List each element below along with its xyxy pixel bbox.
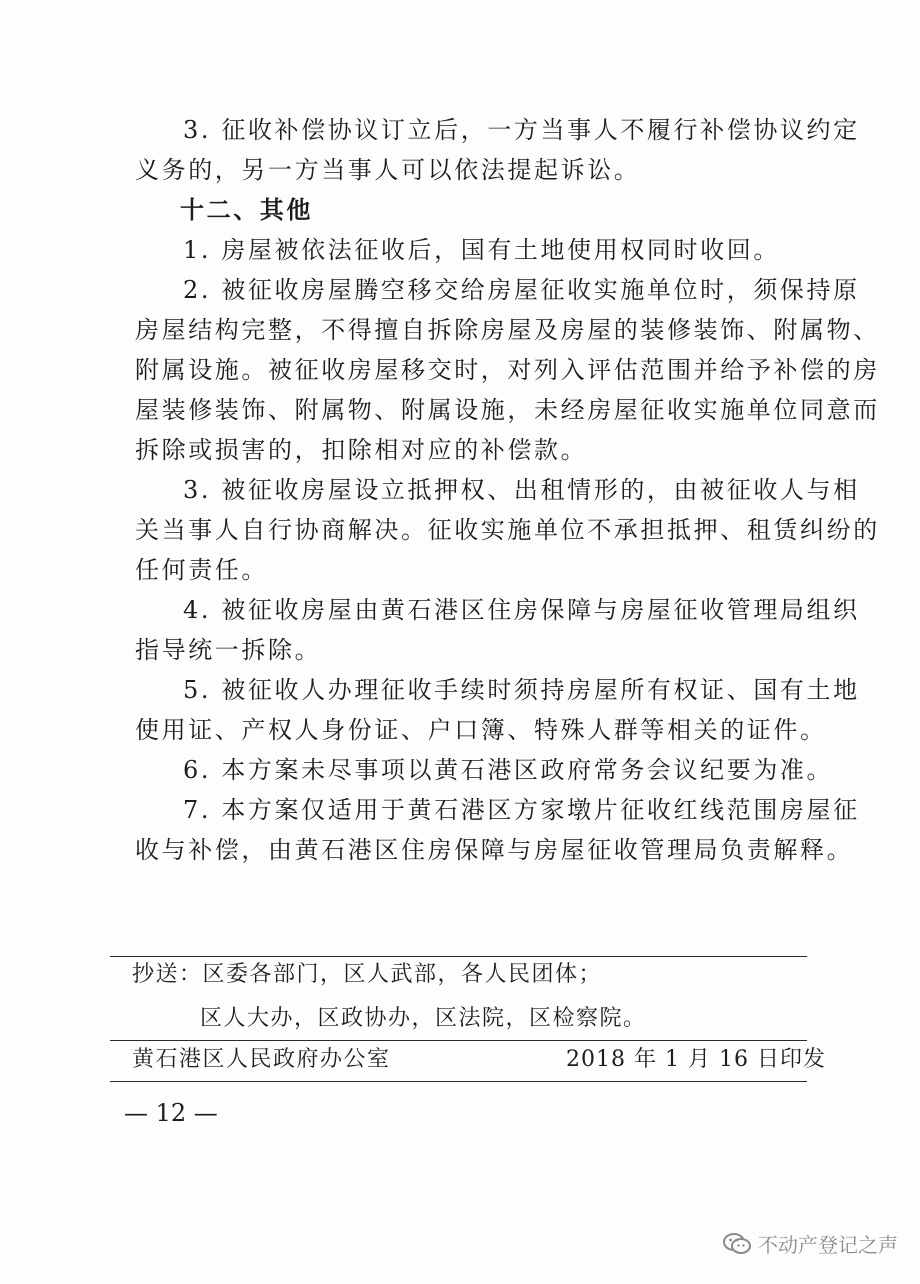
section-heading: 十二、其他 <box>180 196 313 224</box>
cc-line-1: 抄送：区委各部门，区人武部，各人民团体； <box>132 962 603 987</box>
body-line: 屋装修装饰、附属物、附属设施，未经房屋征收实施单位同意而 <box>135 396 880 424</box>
body-line: 4. 被征收房屋由黄石港区住房保障与房屋征收管理局组织 <box>183 596 860 624</box>
page-number: — 12 — <box>124 1099 218 1127</box>
cc-bottom-rule <box>110 1040 807 1041</box>
body-line: 关当事人自行协商解决。征收实施单位不承担抵押、租赁纠纷的 <box>135 516 880 544</box>
watermark-text: 不动产登记之声 <box>758 1233 898 1257</box>
cc-line-2: 区人大办，区政协办，区法院，区检察院。 <box>200 1006 647 1031</box>
body-line: 房屋结构完整，不得擅自拆除房屋及房屋的装修装饰、附属物、 <box>135 316 880 344</box>
body-line: 任何责任。 <box>135 556 268 584</box>
body-line: 收与补偿，由黄石港区住房保障与房屋征收管理局负责解释。 <box>135 836 854 864</box>
body-line: 指导统一拆除。 <box>135 636 322 664</box>
body-line: 6. 本方案未尽事项以黄石港区政府常务会议纪要为准。 <box>183 756 834 784</box>
body-line: 3. 被征收房屋设立抵押权、出租情形的，由被征收人与相 <box>183 476 860 504</box>
body-line: 2. 被征收房屋腾空移交给房屋征收实施单位时，须保持原 <box>183 276 860 304</box>
wechat-icon <box>722 1231 752 1257</box>
body-line: 1. 房屋被依法征收后，国有土地使用权同时收回。 <box>183 236 780 264</box>
body-line: 5. 被征收人办理征收手续时须持房屋所有权证、国有土地 <box>183 676 860 704</box>
body-line: 7. 本方案仅适用于黄石港区方家墩片征收红线范围房屋征 <box>183 796 860 824</box>
body-line: 拆除或损害的，扣除相对应的补偿款。 <box>135 436 588 464</box>
body-line: 使用证、产权人身份证、户口簿、特殊人群等相关的证件。 <box>135 716 827 744</box>
body-line: 义务的，另一方当事人可以依法提起诉讼。 <box>135 156 641 184</box>
body-line: 3. 征收补偿协议订立后，一方当事人不履行补偿协议约定 <box>183 116 860 144</box>
cc-top-rule <box>110 956 807 957</box>
watermark <box>722 1229 898 1258</box>
issue-date: 2018 年 1 月 16 日印发 <box>566 1047 826 1072</box>
issuer-name: 黄石港区人民政府办公室 <box>132 1047 391 1072</box>
body-line: 附属设施。被征收房屋移交时，对列入评估范围并给予补偿的房 <box>135 356 880 384</box>
footer-rule <box>110 1081 807 1082</box>
